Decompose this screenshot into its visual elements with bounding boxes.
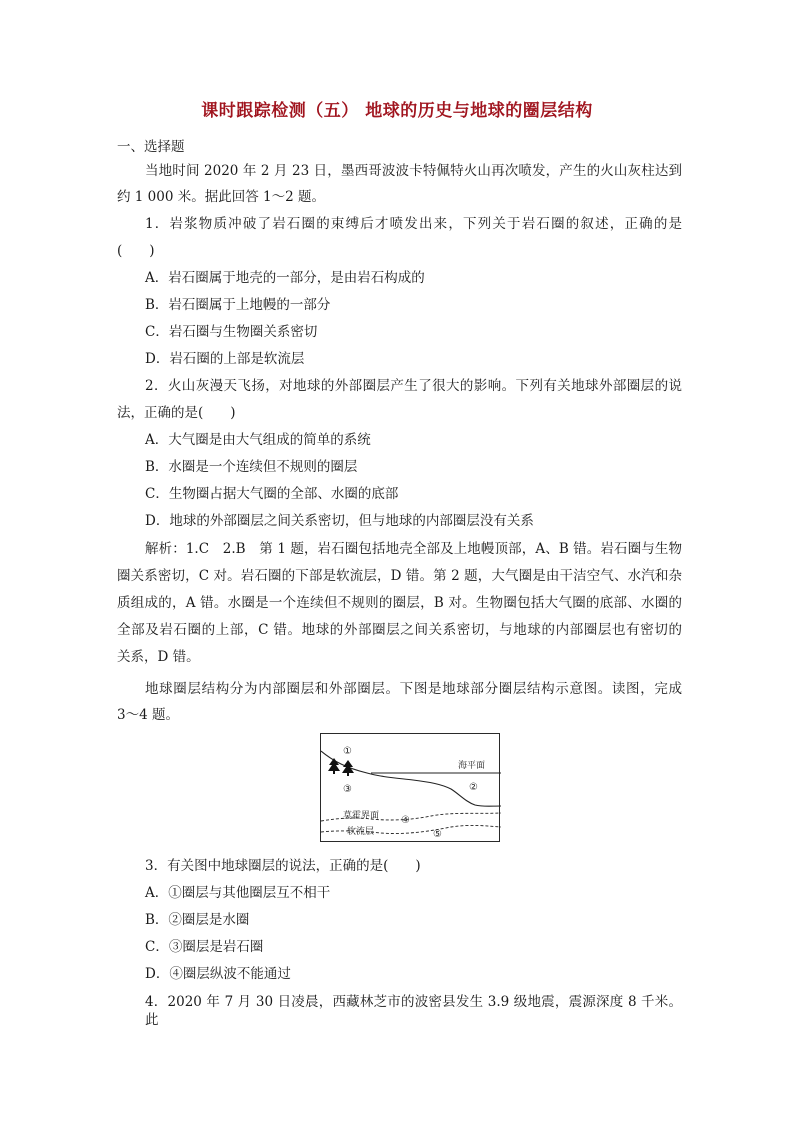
question-2-option-a: A．大气圈是由大气组成的简单的系统 bbox=[145, 432, 371, 448]
question-1-option-c: C．岩石圈与生物圈关系密切 bbox=[145, 324, 318, 340]
tree-icon bbox=[328, 758, 340, 774]
question-2-option-c: C．生物圈占据大气圈的全部、水圈的底部 bbox=[145, 486, 399, 502]
intro-paragraph-line: 当地时间 2020 年 2 月 23 日，墨西哥波波卡特佩特火山再次喷发，产生的火山灰柱达到 bbox=[145, 163, 682, 179]
question-3-option-c: C．③圈层是岩石圈 bbox=[145, 939, 264, 955]
section-heading: 一、选择题 bbox=[117, 139, 185, 155]
analysis-line: 解析：1.C 2.B 第 1 题，岩石圈包括地壳全部及上地幔顶部，A、B 错。岩石圈与生物 bbox=[145, 541, 682, 557]
question-2-option-b: B．水圈是一个连续但不规则的圈层 bbox=[145, 459, 358, 475]
question-3-option-b: B．②圈层是水圈 bbox=[145, 912, 250, 928]
land-surface-line bbox=[321, 751, 501, 806]
question-1-option-d: D．岩石圈的上部是软流层 bbox=[145, 351, 305, 367]
analysis-line: 圈关系密切，C 对。岩石圈的下部是软流层，D 错。第 2 题，大气圈是由干洁空气、水汽和杂 bbox=[117, 568, 682, 584]
question-3-option-a: A．①圈层与其他圈层互不相干 bbox=[145, 885, 331, 901]
earth-layers-diagram bbox=[320, 733, 500, 842]
question-2-stem-cont: 法，正确的是( ) bbox=[117, 405, 236, 421]
question-3-stem: 3．有关图中地球圈层的说法，正确的是( ) bbox=[145, 858, 421, 874]
question-1-option-b: B．岩石圈属于上地幔的一部分 bbox=[145, 297, 331, 313]
analysis-line: 关系，D 错。 bbox=[117, 649, 200, 665]
question-2-stem: 2．火山灰漫天飞扬，对地球的外部圈层产生了很大的影响。下列有关地球外部圈层的说 bbox=[145, 378, 682, 394]
tree-icon bbox=[342, 760, 354, 776]
question-2-option-d: D．地球的外部圈层之间关系密切，但与地球的内部圈层没有关系 bbox=[145, 513, 534, 529]
question-4-stem: 4．2020 年 7 月 30 日凌晨，西藏林芝市的波密县发生 3.9 级地震，震源深度 8 千米。此 bbox=[145, 994, 682, 1028]
intro-paragraph-line: 地球圈层结构分为内部圈层和外部圈层。下图是地球部分圈层结构示意图。读图，完成 bbox=[145, 681, 682, 697]
asthenosphere-label: 软流层 bbox=[347, 827, 375, 837]
question-3-option-d: D．④圈层纵波不能通过 bbox=[145, 966, 291, 982]
intro-paragraph-line: 约 1 000 米。据此回答 1～2 题。 bbox=[117, 189, 325, 205]
question-1-stem: 1．岩浆物质冲破了岩石圈的束缚后才喷发出来，下列关于岩石圈的叙述，正确的是 bbox=[145, 216, 682, 232]
analysis-line: 全部及岩石圈的上部，C 错。地球的外部圈层之间关系密切，与地球的内部圈层也有密切的 bbox=[117, 622, 682, 638]
question-1-stem-cont: ( ) bbox=[117, 243, 155, 259]
layer-label-1: ① bbox=[343, 746, 352, 757]
layer-label-3: ③ bbox=[343, 784, 352, 795]
moho-label: 莫霍界面 bbox=[343, 811, 380, 821]
layer-label-5: ⑤ bbox=[433, 829, 442, 840]
intro-paragraph-line: 3～4 题。 bbox=[117, 707, 179, 723]
page-title: 课时跟踪检测（五） 地球的历史与地球的圈层结构 bbox=[201, 101, 593, 121]
analysis-line: 质组成的，A 错。水圈是一个连续但不规则的圈层，B 对。生物圈包括大气圈的底部、水圈的 bbox=[117, 595, 682, 611]
layer-label-2: ② bbox=[469, 782, 478, 793]
sea-level-label: 海平面 bbox=[458, 761, 486, 771]
layer-label-4: ④ bbox=[401, 815, 410, 826]
question-1-option-a: A．岩石圈属于地壳的一部分，是由岩石构成的 bbox=[145, 270, 425, 286]
